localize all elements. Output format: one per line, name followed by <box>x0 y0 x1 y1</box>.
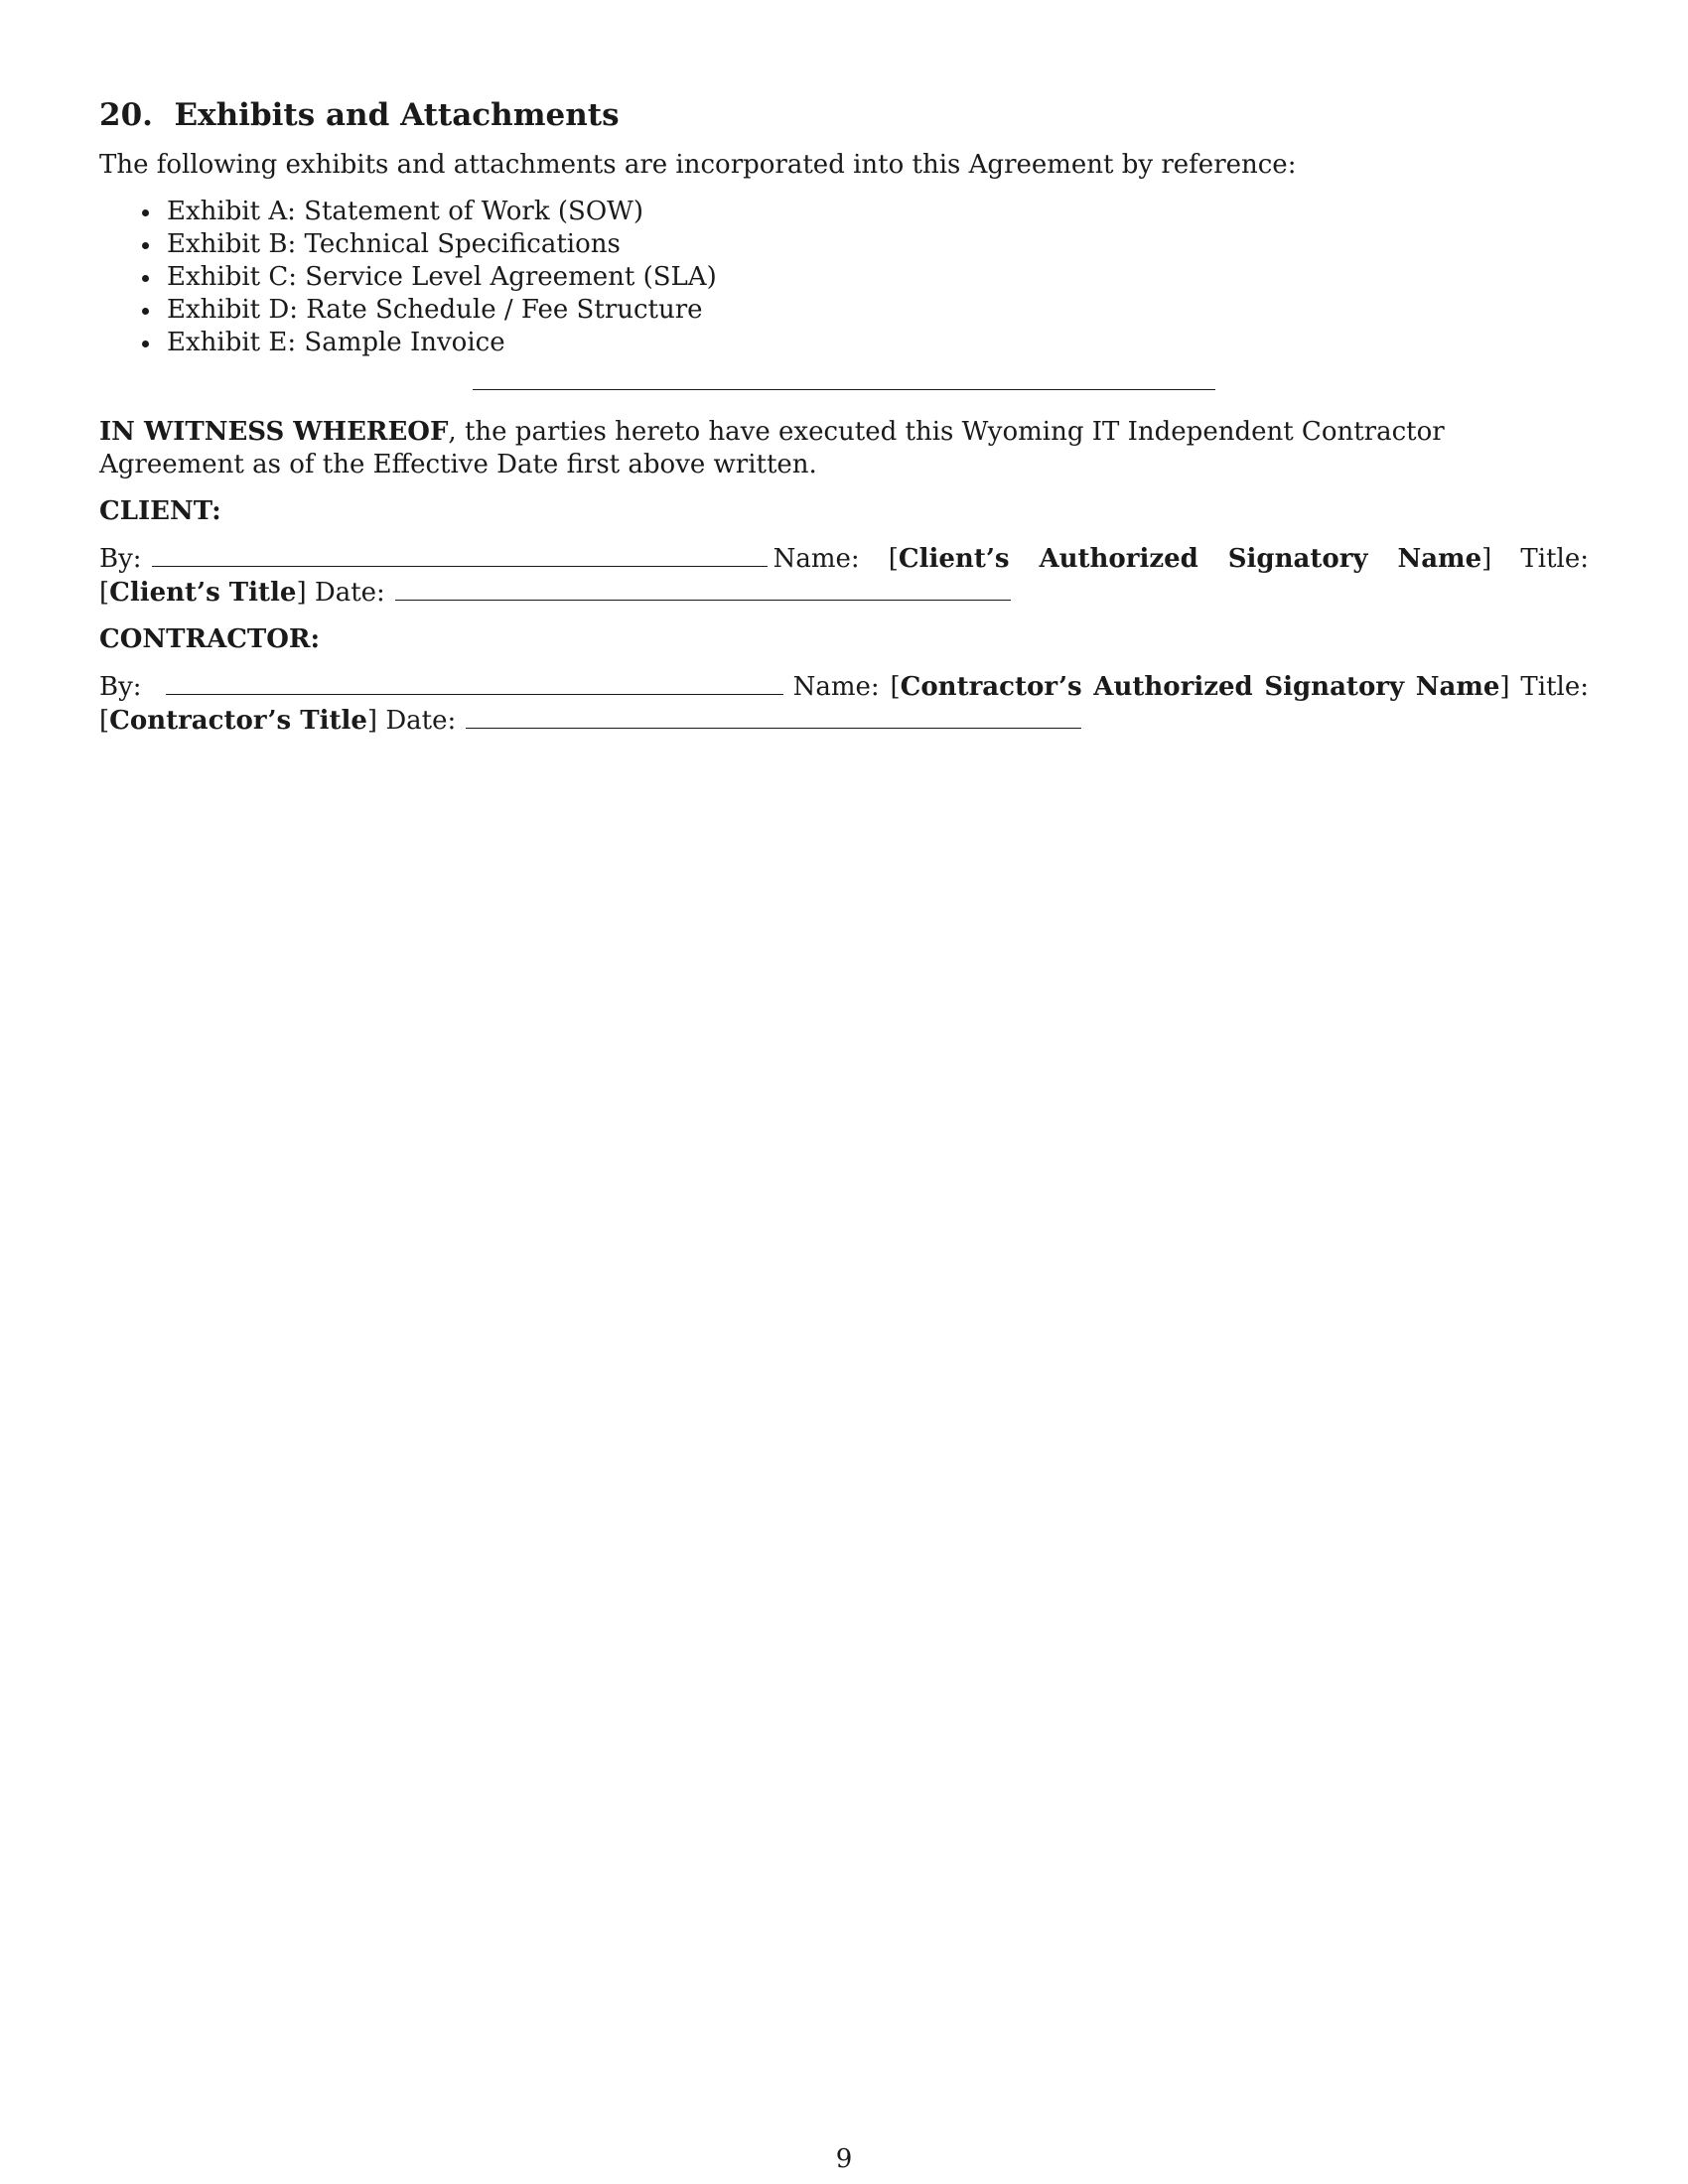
client-by-label: By: <box>99 544 142 574</box>
contractor-name-label: Name: <box>792 672 880 702</box>
contractor-title-value: Contractor’s Title <box>109 706 367 736</box>
list-item: Exhibit B: Technical Specifications <box>167 228 1589 261</box>
client-name-label: Name: <box>773 544 860 574</box>
list-item: Exhibit E: Sample Invoice <box>167 327 1589 359</box>
contractor-label: CONTRACTOR: <box>99 624 321 654</box>
document-page <box>99 91 1589 738</box>
section-number: 20. <box>99 97 153 133</box>
contractor-signature-block: By: Name: [Contractor’s Authorized Signatory Name] Title: [Contractor’s Title] Date: <box>99 672 1589 736</box>
exhibit-list <box>99 196 1589 359</box>
client-title-label: Title: <box>1520 544 1589 574</box>
client-signature-line[interactable] <box>152 542 768 567</box>
section-intro: The following exhibits and attachments are incorporated into this Agreement by reference: <box>99 150 1297 180</box>
horizontal-divider <box>473 389 1215 390</box>
section-title: Exhibits and Attachments <box>174 97 620 133</box>
client-title-value: Client’s Title <box>109 578 297 608</box>
witness-lead: IN WITNESS WHEREOF <box>99 417 449 447</box>
client-date-label: Date: <box>314 578 385 608</box>
client-label: CLIENT: <box>99 496 221 526</box>
client-name-value: Client’s Authorized Signatory Name <box>898 544 1482 574</box>
section-heading <box>99 91 1589 139</box>
client-signature-block: By: Name: [Client’s Authorized Signatory Name] Title: [Client’s Title] Date: <box>99 544 1589 608</box>
list-item: Exhibit C: Service Level Agreement (SLA) <box>167 261 1589 294</box>
list-item: Exhibit A: Statement of Work (SOW) <box>167 196 1589 228</box>
contractor-name-value: Contractor’s Authorized Signatory Name <box>900 672 1500 702</box>
witness-clause <box>99 416 1589 481</box>
contractor-date-label: Date: <box>385 706 457 736</box>
page-number: 9 <box>835 2144 853 2174</box>
contractor-date-line[interactable] <box>466 704 1081 729</box>
client-date-line[interactable] <box>395 576 1011 601</box>
witness-text: , the parties hereto have executed this Wyoming IT Independent Contractor Agreement as of the Effective Date first above written. <box>99 417 1445 479</box>
contractor-by-label: By: <box>99 672 142 702</box>
contractor-signature-line[interactable] <box>166 670 783 695</box>
contractor-title-label: Title: <box>1520 672 1589 702</box>
list-item: Exhibit D: Rate Schedule / Fee Structure <box>167 294 1589 327</box>
